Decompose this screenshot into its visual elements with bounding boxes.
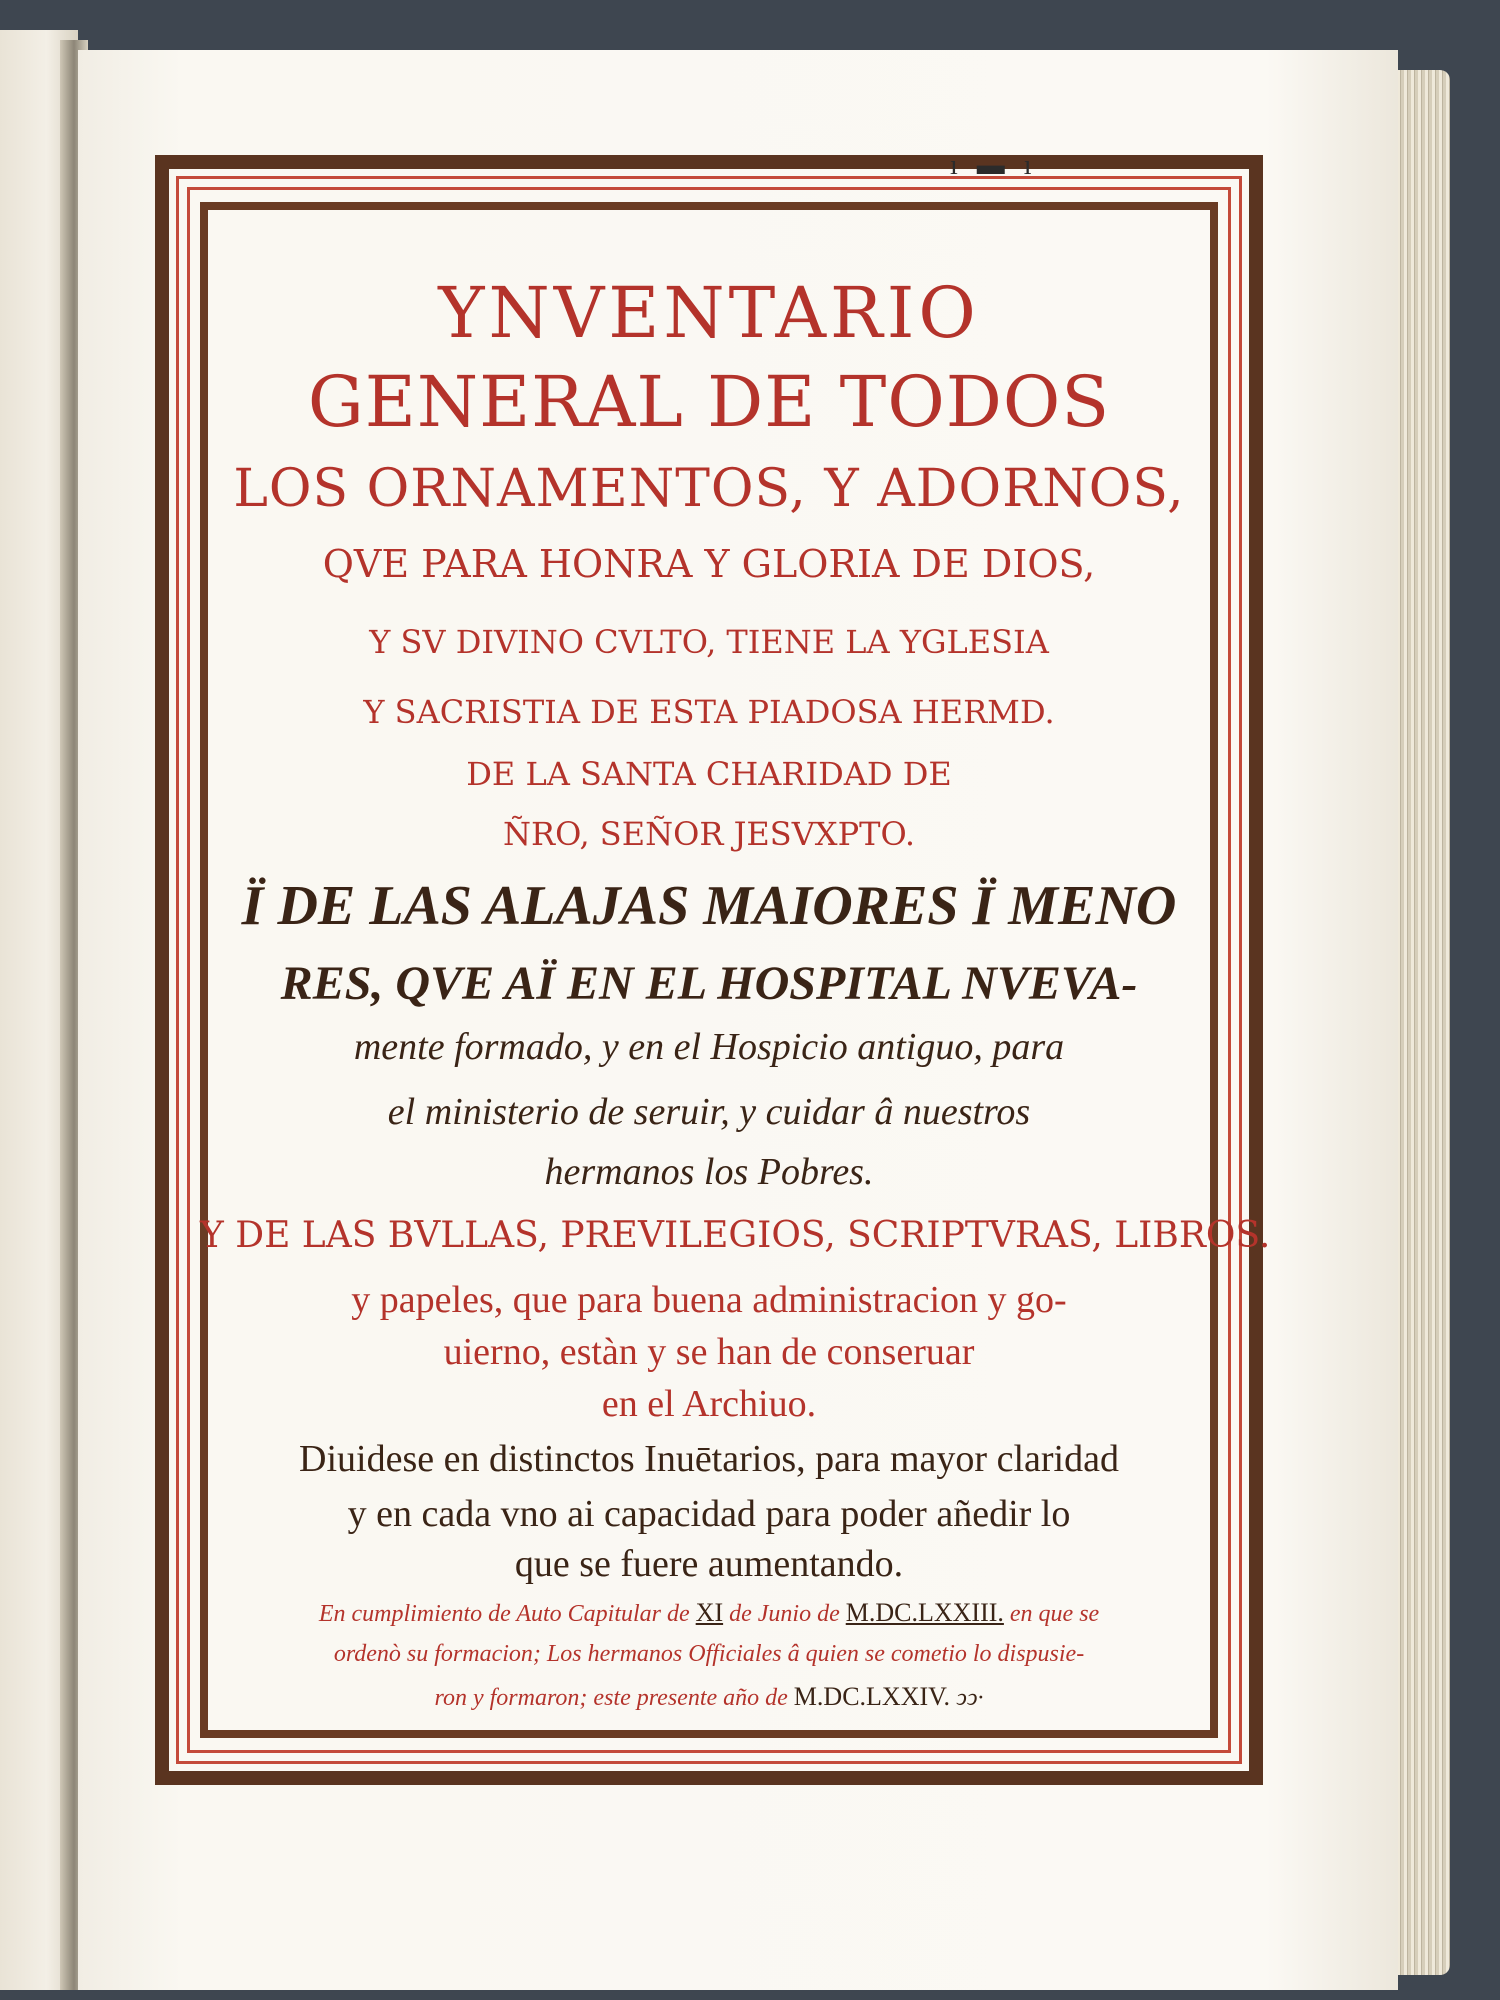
colophon-year-1: M.DC.LXXIII. <box>845 1598 1004 1627</box>
italic-line-1: Ï DE LAS ALAJAS MAIORES Ï MENO <box>241 875 1177 937</box>
colophon-text-d: ron y formaron; este presente año de <box>434 1685 788 1711</box>
title-line-3: LOS ORNAMENTOS, Y ADORNOS, <box>233 459 1185 519</box>
title-line-7: DE LA SANTA CHARIDAD DE <box>466 755 952 793</box>
italic-line-2: RES, QVE AÏ EN EL HOSPITAL NVEVA- <box>280 957 1138 1010</box>
title-line-1: YNVENTARIO <box>438 272 980 354</box>
red-line-2: y papeles, que para buena administracion y go- <box>351 1279 1067 1321</box>
title-line-5: Y SV DIVINO CVLTO, TIENE LA YGLESIA <box>369 623 1049 661</box>
flourish-mark: ↄↄ· <box>956 1685 984 1711</box>
title-line-8: ÑRO, SEÑOR JESVXPTO. <box>503 815 915 853</box>
colophon-year-2: M.DC.LXXIV. <box>793 1682 951 1711</box>
red-line-1: Y DE LAS BVLLAS, PREVILEGIOS, SCRIPTVRAS, LIBROS. <box>200 1215 1271 1256</box>
colophon-line-3 <box>200 1684 1218 1710</box>
brown-line-2: y en cada vno ai capacidad para poder añedir lo <box>347 1493 1071 1535</box>
colophon-day: XI <box>695 1598 724 1627</box>
brown-line-1: Diuidese en distinctos Inuētarios, para mayor claridad <box>299 1438 1119 1480</box>
red-line-3: uierno, estàn y se han de conseruar <box>443 1331 975 1373</box>
title-line-4: QVE PARA HONRA Y GLORIA DE DIOS, <box>322 542 1096 586</box>
colophon-text-b: de Junio de <box>729 1601 840 1627</box>
red-line-4: en el Archiuo. <box>601 1383 817 1425</box>
colophon-text-a: En cumplimiento de Auto Capitular de <box>318 1601 690 1627</box>
italic-line-5: hermanos los Pobres. <box>544 1151 874 1193</box>
colophon-text-c: en que se <box>1009 1601 1100 1627</box>
colophon-line-1 <box>200 1600 1218 1626</box>
brown-line-3: que se fuere aumentando. <box>514 1543 904 1585</box>
italic-line-4: el ministerio de seruir, y cuidar â nuestros <box>387 1091 1031 1133</box>
colophon-line-2: ordenò su formacion; Los hermanos Officiales â quien se cometio lo dispusie- <box>333 1641 1085 1667</box>
title-line-6: Y SACRISTIA DE ESTA PIADOSA HERMD. <box>363 693 1055 731</box>
ink-mark: ı ▬ ı <box>950 150 1038 181</box>
title-line-2: GENERAL DE TODOS <box>307 361 1111 443</box>
italic-line-3: mente formado, y en el Hospicio antiguo, para <box>353 1026 1065 1068</box>
